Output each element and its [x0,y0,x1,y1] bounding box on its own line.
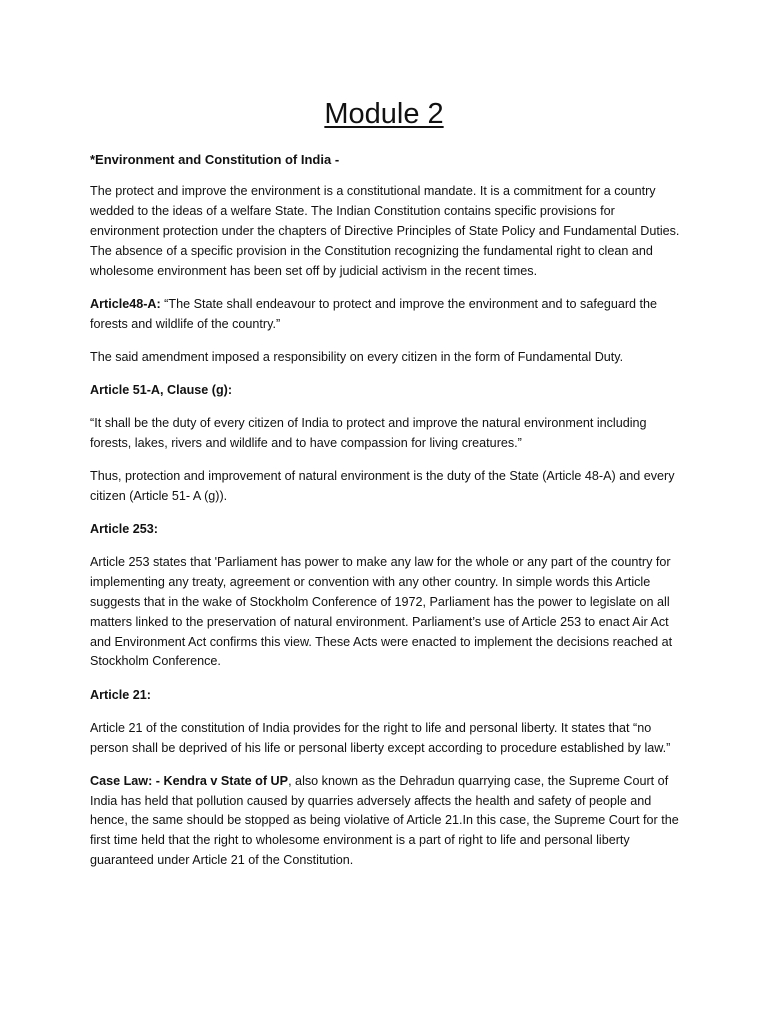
article-48a-text: “The State shall endeavour to protect and improve the environment and to safeguard the forests and wildlife of the country.” [90,296,658,331]
paragraph-article-48a [90,295,682,335]
heading-article-21: Article 21: [90,687,151,702]
section-subheading: *Environment and Constitution of India - [90,152,340,167]
paragraph-thus: Thus, protection and improvement of natural environment is the duty of the State (Article 48-A) and every citizen (Article 51- A (g)). [90,468,675,503]
paragraph-article-21: Article 21 of the constitution of India provides for the right to life and personal liberty. It states that “no person shall be deprived of his life or personal liberty except according to procedure established by law.” [90,720,671,755]
case-law-label: Case Law: - Kendra v State of UP [90,773,289,788]
heading-article-253: Article 253: [90,521,158,536]
case-law-text: , also known as the Dehradun quarrying case, the Supreme Court of India has held that pollution caused by quarries adversely affects the health and safety of people and hence, the same should be stopped as being violative of Article 21.In this case, the Supreme Court for the first time held that the right to wholesome environment is a part of right to life and personal liberty guaranteed under Article 21 of the Constitution. [90,773,679,868]
paragraph-intro: The protect and improve the environment is a constitutional mandate. It is a commitment for a country wedded to the ideas of a welfare State. The Indian Constitution contains specific provisions for environment protection under the chapters of Directive Principles of State Policy and Fundamental Duties. The absence of a specific provision in the Constitution recognizing the fundamental right to clean and wholesome environment has been set off by judicial activism in the recent times. [90,183,680,278]
document-body [90,150,682,884]
paragraph-case-law [90,772,682,872]
paragraph-article-51a-quote: “It shall be the duty of every citizen of India to protect and improve the natural environment including forests, lakes, rivers and wildlife and to have compassion for living creatures.” [90,415,647,450]
article-48a-label: Article48-A: [90,296,161,311]
heading-article-51a: Article 51-A, Clause (g): [90,382,233,397]
paragraph-article-253: Article 253 states that 'Parliament has power to make any law for the whole or any part of the country for implementing any treaty, agreement or convention with any other country. In simple words this Article suggests that in the wake of Stockholm Conference of 1972, Parliament has the power to legislate on all matters linked to the preservation of natural environment. Parliament’s use of Article 253 to enact Air Act and Environment Act confirms this view. These Acts were enacted to implement the decisions reached at Stockholm Conference. [90,554,673,669]
paragraph-amendment: The said amendment imposed a responsibility on every citizen in the form of Fundamental Duty. [90,349,624,364]
page-title: Module 2 [324,98,444,130]
